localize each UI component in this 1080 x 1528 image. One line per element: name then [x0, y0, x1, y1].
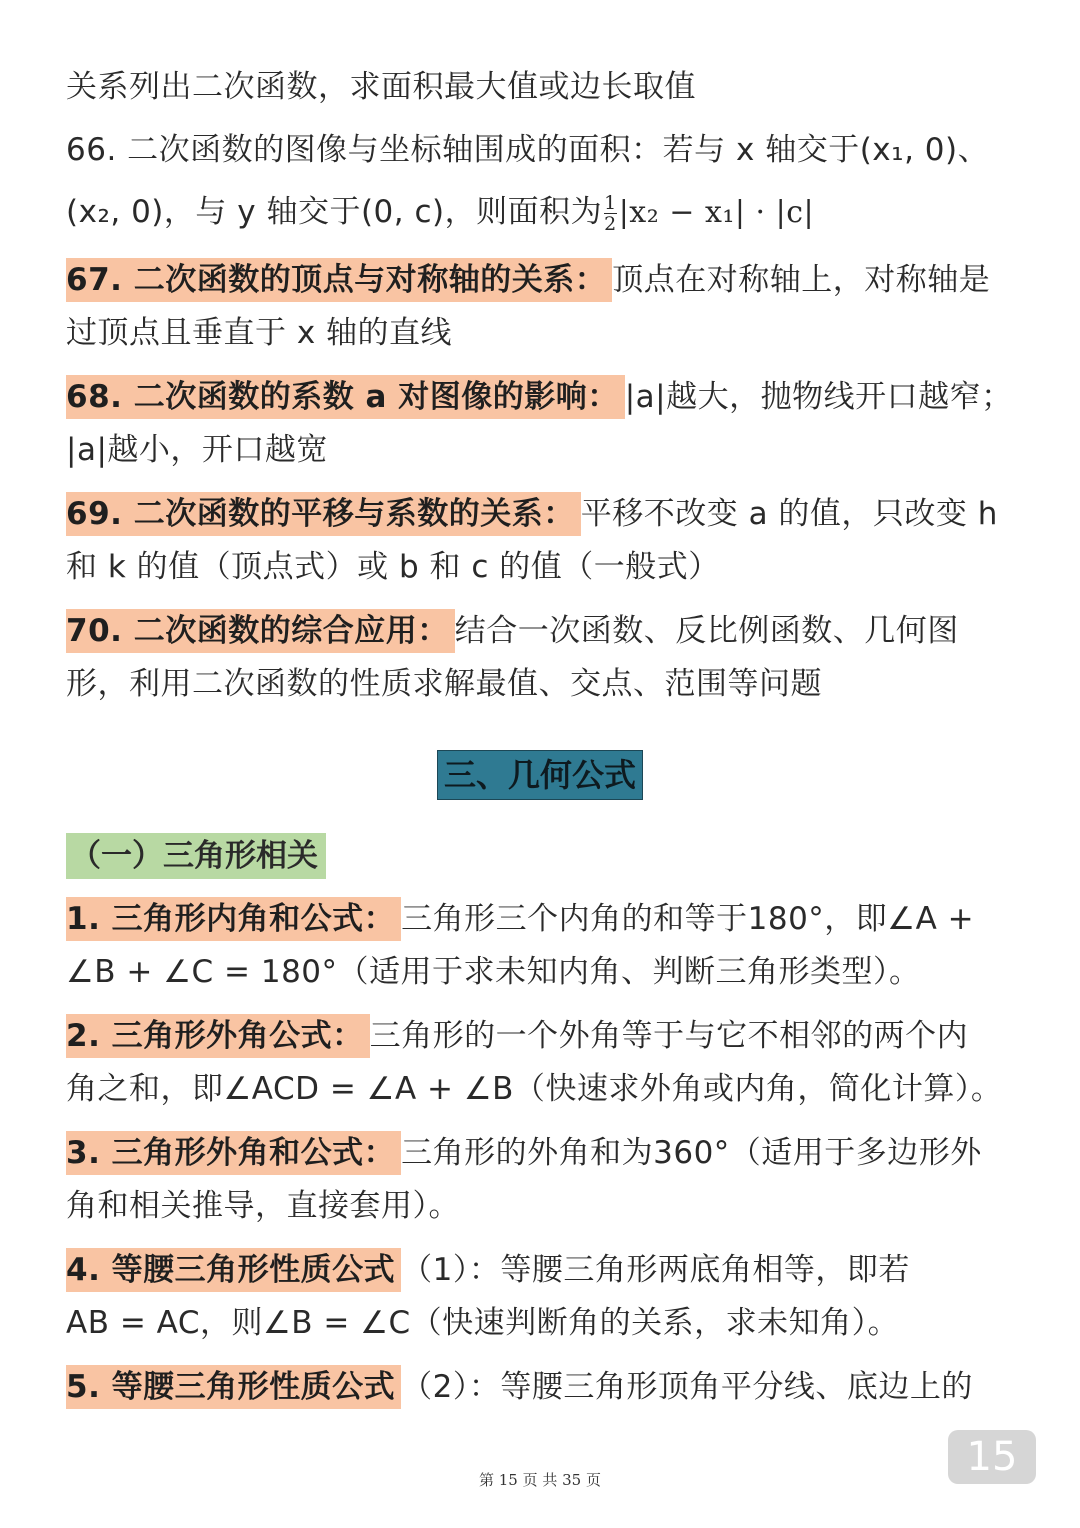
section-heading-wrap — [0, 750, 1080, 800]
formula-1-text: 三角形三个内角的和等于180°，即∠A + — [401, 901, 975, 937]
formula-5-text: （2）：等腰三角形顶角平分线、底边上的 — [401, 1369, 973, 1405]
formula-3 — [66, 1131, 1020, 1175]
formula-1-cont: ∠B + ∠C = 180°（适用于求未知内角、判断三角形类型）。 — [66, 954, 921, 990]
formula-5 — [66, 1365, 1020, 1409]
item-67-cont: 过顶点且垂直于 x 轴的直线 — [66, 315, 453, 351]
formula-4-cont: AB = AC，则∠B = ∠C（快速判断角的关系，求未知角）。 — [66, 1305, 900, 1341]
formula-1 — [66, 897, 1020, 941]
item-67 — [66, 258, 1020, 302]
fraction-denominator: 2 — [604, 213, 617, 235]
item-69-cont: 和 k 的值（顶点式）或 b 和 c 的值（一般式） — [66, 549, 720, 585]
section-heading: 三、几何公式 — [437, 750, 643, 800]
formula-4-text: （1）：等腰三角形两底角相等，即若 — [401, 1252, 910, 1288]
item-70-title: 70. 二次函数的综合应用： — [66, 609, 455, 653]
item-66-text: (x₂, 0)，与 y 轴交于(0, c)，则面积为 — [66, 194, 603, 230]
subsection-heading: （一）三角形相关 — [66, 833, 326, 879]
item-67-title: 67. 二次函数的顶点与对称轴的关系： — [66, 258, 612, 302]
item-68-title: 68. 二次函数的系数 a 对图像的影响： — [66, 375, 625, 419]
item-66-line2 — [66, 190, 1020, 235]
fraction-numerator: 1 — [604, 192, 617, 214]
item-70 — [66, 609, 1020, 653]
formula-2 — [66, 1014, 1020, 1058]
item-69-title: 69. 二次函数的平移与系数的关系： — [66, 492, 581, 536]
item-68-text: |a|越大，抛物线开口越窄； — [624, 379, 1013, 415]
page-footer: 第 15 页 共 35 页 — [478, 1471, 601, 1489]
formula-2-title: 2. 三角形外角公式： — [66, 1014, 370, 1058]
item-70-cont: 形，利用二次函数的性质求解最值、交点、范围等问题 — [66, 666, 822, 702]
formula-5-title: 5. 等腰三角形性质公式 — [66, 1365, 401, 1409]
formula-4-title: 4. 等腰三角形性质公式 — [66, 1248, 401, 1292]
formula-1-title: 1. 三角形内角和公式： — [66, 897, 401, 941]
item-69 — [66, 492, 1020, 536]
formula-3-title: 3. 三角形外角和公式： — [66, 1131, 401, 1175]
formula-3-text: 三角形的外角和为360°（适用于多边形外 — [401, 1135, 982, 1171]
page-number-badge: 15 — [948, 1430, 1036, 1484]
formula-2-text: 三角形的一个外角等于与它不相邻的两个内 — [369, 1018, 969, 1054]
formula-2-cont: 角之和，即∠ACD = ∠A + ∠B（快速求外角或内角，简化计算）。 — [66, 1071, 1003, 1107]
item-70-text: 结合一次函数、反比例函数、几何图 — [454, 613, 959, 649]
item-67-text: 顶点在对称轴上，对称轴是 — [612, 262, 991, 298]
area-formula: |x₂ − x₁| · |c| — [618, 195, 815, 230]
item-68 — [66, 375, 1020, 419]
formula-3-cont: 角和相关推导，直接套用）。 — [66, 1188, 460, 1224]
text-line: 关系列出二次函数，求面积最大值或边长取值 — [66, 69, 696, 105]
fraction — [604, 193, 617, 234]
formula-4 — [66, 1248, 1020, 1292]
item-66-line1: 66. 二次函数的图像与坐标轴围成的面积：若与 x 轴交于(x₁, 0)、 — [66, 132, 990, 168]
item-68-cont: |a|越小，开口越宽 — [66, 432, 328, 468]
item-69-text: 平移不改变 a 的值，只改变 h — [580, 496, 998, 532]
